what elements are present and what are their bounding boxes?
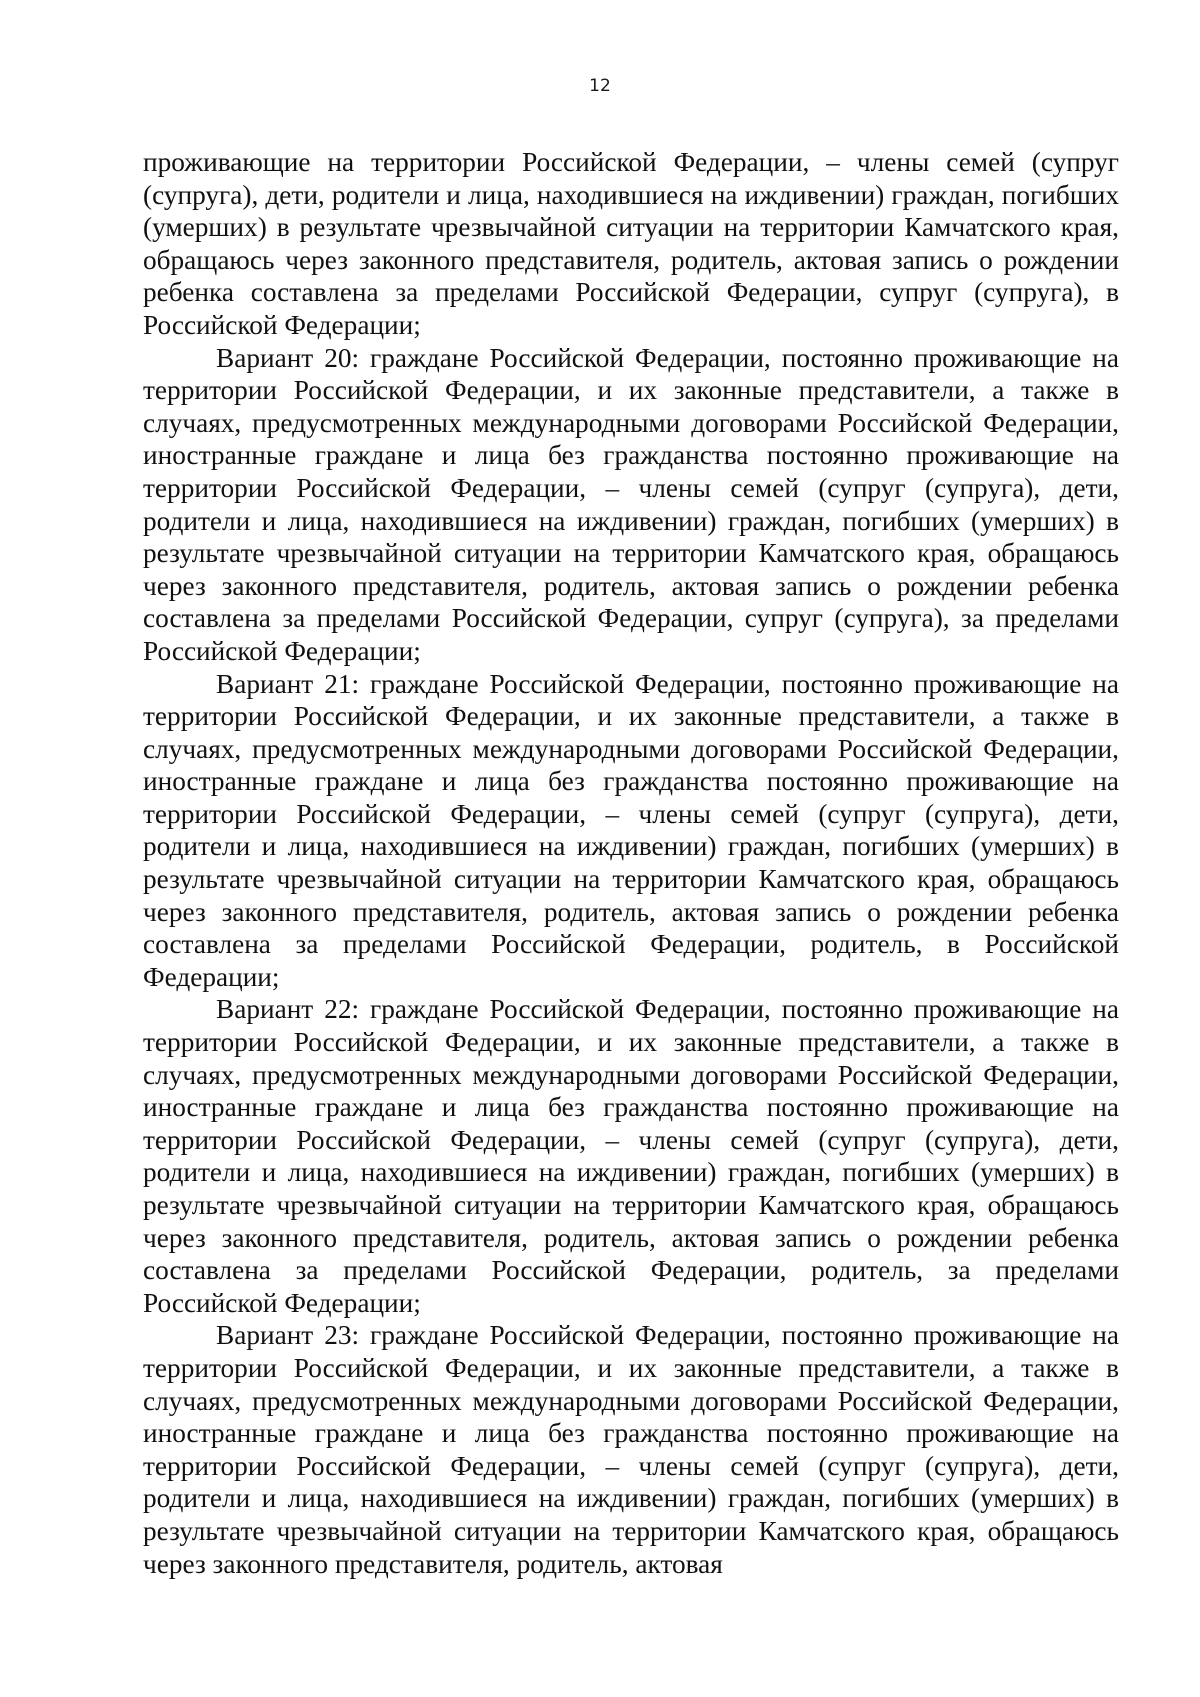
paragraph-variant-21: Вариант 21: граждане Российской Федерации, постоянно проживающие на территории Российской Федерации, и их законные представители, а также в случаях, предусмотренных международными договорами Российской Федерации, иностранные граждане и лица без гражданства постоянно проживающие на территории Российской Федерации, – члены семей (супруг (супруга), дети, родители и лица, находившиеся на иждивении) граждан, погибших (умерших) в результате чрезвычайной ситуации на территории Камчатского края, обращаюсь через законного представителя, родитель, актовая запись о рождении ребенка составлена за пределами Российской Федерации, родитель, в Российской Федерации; xyxy=(143,668,1119,992)
paragraph-variant-23: Вариант 23: граждане Российской Федерации, постоянно проживающие на территории Российской Федерации, и их законные представители, а также в случаях, предусмотренных международными договорами Российской Федерации, иностранные граждане и лица без гражданства постоянно проживающие на территории Российской Федерации, – члены семей (супруг (супруга), дети, родители и лица, находившиеся на иждивении) граждан, погибших (умерших) в результате чрезвычайной ситуации на территории Камчатского края, обращаюсь через законного представителя, родитель, актовая xyxy=(143,1320,1119,1579)
paragraph-continuation: проживающие на территории Российской Федерации, – члены семей (супруг (супруга), дети, родители и лица, находившиеся на иждивении) граждан, погибших (умерших) в результате чрезвычайной ситуации на территории Камчатского края, обращаюсь через законного представителя, родитель, актовая запись о рождении ребенка составлена за пределами Российской Федерации, супруг (супруга), в Российской Федерации; xyxy=(143,147,1119,340)
paragraph-variant-20: Вариант 20: граждане Российской Федерации, постоянно проживающие на территории Российской Федерации, и их законные представители, а также в случаях, предусмотренных международными договорами Российской Федерации, иностранные граждане и лица без гражданства постоянно проживающие на территории Российской Федерации, – члены семей (супруг (супруга), дети, родители и лица, находившиеся на иждивении) граждан, погибших (умерших) в результате чрезвычайной ситуации на территории Камчатского края, обращаюсь через законного представителя, родитель, актовая запись о рождении ребенка составлена за пределами Российской Федерации, супруг (супруга), за пределами Российской Федерации; xyxy=(143,342,1119,666)
document-body xyxy=(143,146,1119,1580)
paragraph-variant-22: Вариант 22: граждане Российской Федерации, постоянно проживающие на территории Российской Федерации, и их законные представители, а также в случаях, предусмотренных международными договорами Российской Федерации, иностранные граждане и лица без гражданства постоянно проживающие на территории Российской Федерации, – члены семей (супруг (супруга), дети, родители и лица, находившиеся на иждивении) граждан, погибших (умерших) в результате чрезвычайной ситуации на территории Камчатского края, обращаюсь через законного представителя, родитель, актовая запись о рождении ребенка составлена за пределами Российской Федерации, родитель, за пределами Российской Федерации; xyxy=(143,994,1119,1318)
page-number: 12 xyxy=(589,76,611,96)
